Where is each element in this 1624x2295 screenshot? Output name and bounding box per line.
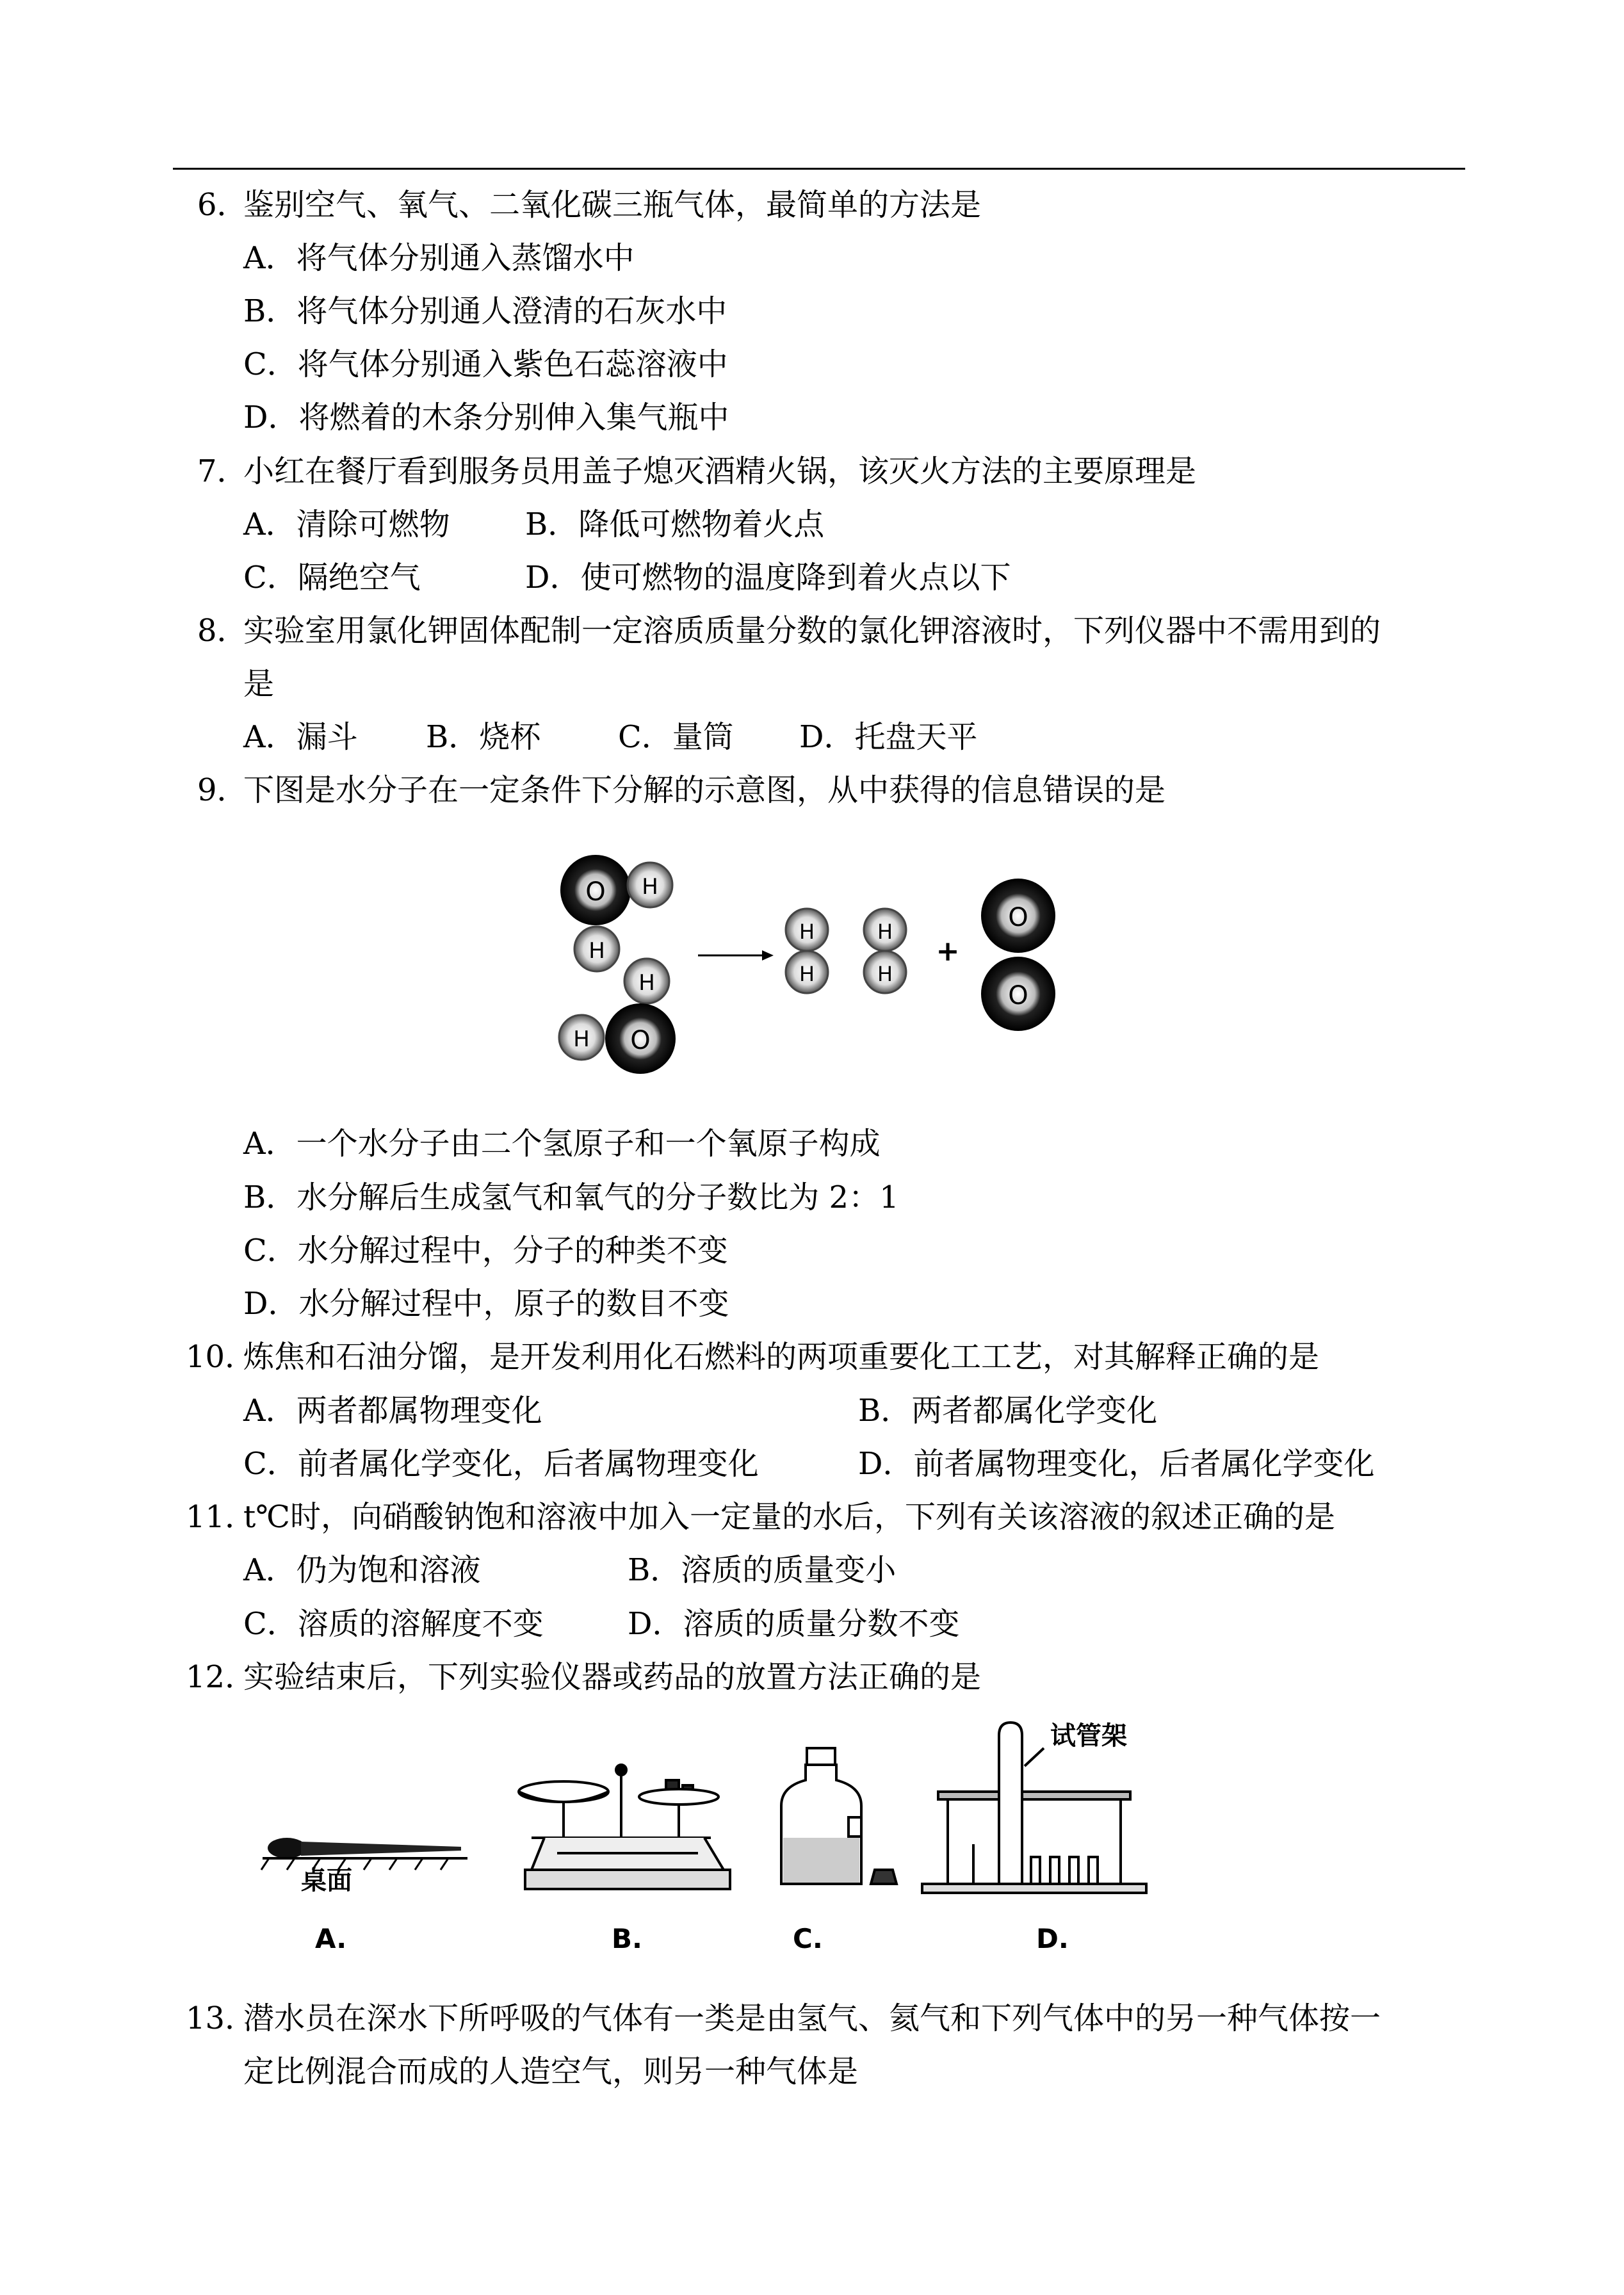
- q10-option-a: A．两者都属物理变化: [243, 1393, 542, 1429]
- q7-option-c: C．隔绝空气: [243, 560, 421, 596]
- q10-number: 10．: [186, 1339, 256, 1375]
- q9-option-d: D．水分解过程中，原子的数目不变: [243, 1286, 729, 1322]
- q10-option-c: C．前者属化学变化，后者属物理变化: [243, 1446, 759, 1482]
- q11-option-c: C．溶质的溶解度不变: [243, 1606, 544, 1642]
- svg-text:O: O: [585, 877, 606, 907]
- svg-text:O: O: [1008, 981, 1028, 1010]
- q13-stem: 潜水员在深水下所呼吸的气体有一类是由氢气、氦气和下列气体中的另一种气体按一: [243, 2000, 1381, 2036]
- water-decomposition-diagram: [544, 845, 1069, 1089]
- q8-option-b: B．烧杯: [426, 719, 541, 755]
- oxygen-molecule: [981, 879, 1055, 1031]
- q6-option-b: B．将气体分别通人澄清的石灰水中: [243, 293, 727, 329]
- table-label: 桌面: [301, 1866, 352, 1895]
- reactant-molecules: [559, 855, 676, 1074]
- figure-label-b: B.: [612, 1923, 642, 1954]
- q11-stem: t℃时，向硝酸钠饱和溶液中加入一定量的水后，下列有关该溶液的叙述正确的是: [243, 1499, 1335, 1535]
- svg-text:H: H: [877, 920, 893, 944]
- svg-text:H: H: [638, 970, 655, 996]
- q6-number: 6．: [197, 187, 248, 223]
- figure-label-d: D.: [1036, 1923, 1069, 1954]
- q8-option-d: D．托盘天平: [799, 719, 978, 755]
- hydrogen-molecules: [786, 909, 906, 993]
- svg-text:H: H: [573, 1026, 590, 1052]
- svg-text:O: O: [630, 1026, 651, 1055]
- svg-text:H: H: [877, 962, 893, 986]
- q6-option-d: D．将燃着的木条分别伸入集气瓶中: [243, 400, 729, 435]
- q8-option-c: C．量筒: [618, 719, 734, 755]
- q9-option-b: B．水分解后生成氢气和氧气的分子数比为 2：1: [243, 1180, 899, 1215]
- q10-option-d: D．前者属物理变化，后者属化学变化: [858, 1446, 1375, 1482]
- lab-equipment-figure: [256, 1716, 1165, 1959]
- q7-stem: 小红在餐厅看到服务员用盖子熄灭酒精火锅，该灭火方法的主要原理是: [243, 453, 1197, 489]
- balance-scale: [519, 1765, 730, 1889]
- q8-option-a: A．漏斗: [243, 719, 358, 755]
- q9-option-a: A．一个水分子由二个氢原子和一个氧原子构成: [243, 1126, 881, 1162]
- reagent-bottle: [781, 1748, 897, 1884]
- q7-option-a: A．清除可燃物: [243, 507, 450, 542]
- q9-number: 9．: [197, 772, 248, 808]
- plus-sign: +: [936, 935, 960, 968]
- figure-label-a: A.: [315, 1923, 347, 1954]
- rack-label: 试管架: [1050, 1721, 1127, 1751]
- reaction-arrow: [698, 950, 774, 961]
- q10-stem: 炼焦和石油分馏，是开发利用化石燃料的两项重要化工工艺，对其解释正确的是: [243, 1339, 1320, 1375]
- q12-stem: 实验结束后，下列实验仪器或药品的放置方法正确的是: [243, 1659, 982, 1695]
- svg-text:H: H: [799, 962, 815, 986]
- q6-option-c: C．将气体分别通入紫色石蕊溶液中: [243, 346, 728, 382]
- q6-option-a: A．将气体分别通入蒸馏水中: [243, 240, 635, 276]
- q8-number: 8．: [197, 613, 248, 649]
- test-tube-rack: [922, 1721, 1146, 1893]
- q11-number: 11．: [186, 1499, 256, 1535]
- figure-label-c: C.: [793, 1923, 823, 1954]
- q7-number: 7．: [197, 453, 248, 489]
- q13-number: 13．: [186, 2000, 256, 2036]
- q7-option-d: D．使可燃物的温度降到着火点以下: [525, 560, 1011, 596]
- q9-stem: 下图是水分子在一定条件下分解的示意图，从中获得的信息错误的是: [243, 772, 1166, 808]
- svg-text:H: H: [589, 938, 605, 964]
- q8-stem-cont: 是: [243, 666, 275, 702]
- header-rule: [173, 168, 1465, 170]
- q10-option-b: B．两者都属化学变化: [858, 1393, 1158, 1429]
- q8-stem: 实验室用氯化钾固体配制一定溶质质量分数的氯化钾溶液时，下列仪器中不需用到的: [243, 613, 1381, 649]
- q11-option-a: A．仍为饱和溶液: [243, 1552, 481, 1588]
- svg-text:O: O: [1008, 903, 1028, 932]
- q12-number: 12．: [186, 1659, 256, 1695]
- svg-text:H: H: [642, 874, 658, 900]
- svg-text:H: H: [799, 920, 815, 944]
- dropper-on-table: [261, 1838, 467, 1954]
- q7-option-b: B．降低可燃物着火点: [525, 507, 825, 542]
- q6-stem: 鉴别空气、氧气、二氧化碳三瓶气体，最简单的方法是: [243, 187, 982, 223]
- q13-stem-cont: 定比例混合而成的人造空气，则另一种气体是: [243, 2054, 859, 2089]
- q11-option-d: D．溶质的质量分数不变: [628, 1606, 960, 1642]
- q11-option-b: B．溶质的质量变小: [628, 1552, 897, 1588]
- q9-option-c: C．水分解过程中，分子的种类不变: [243, 1233, 728, 1269]
